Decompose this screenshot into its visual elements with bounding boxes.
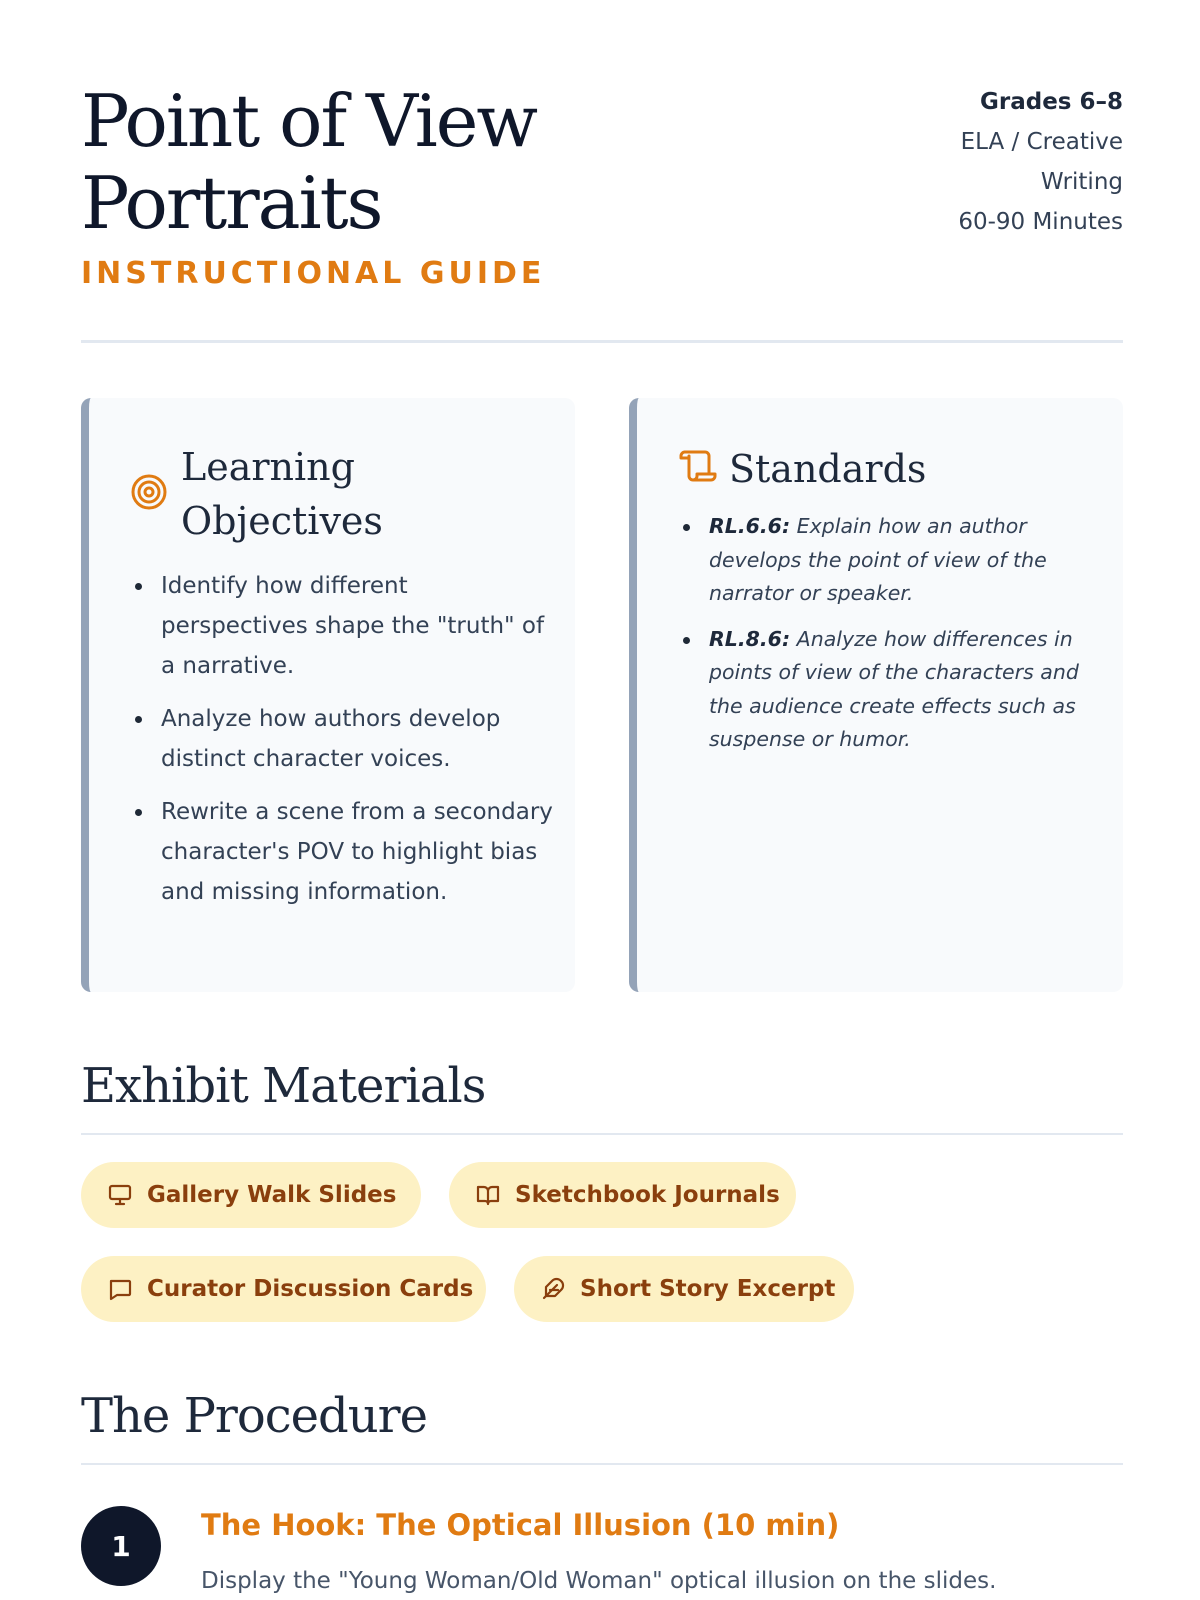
book-open-icon (475, 1182, 501, 1208)
materials-heading: Exhibit Materials (81, 1058, 486, 1114)
header-divider (81, 340, 1123, 343)
learning-objectives-card (81, 398, 575, 992)
title-line-1: Point of View (81, 79, 536, 163)
step-number-badge: 1 (81, 1506, 161, 1586)
material-pill-curator-discussion-cards[interactable] (81, 1256, 486, 1322)
pill-label: Short Story Excerpt (580, 1276, 836, 1302)
material-pill-sketchbook-journals[interactable] (449, 1162, 796, 1228)
list-item (709, 510, 1099, 611)
duration-label: 60-90 Minutes (958, 209, 1123, 235)
standard-text: Explain how an author develops the point of view of the narrator or speaker. (709, 514, 1047, 605)
grades-label: Grades 6–8 (979, 89, 1123, 115)
material-pill-gallery-walk-slides[interactable] (81, 1162, 421, 1228)
standards-heading: Standards (729, 447, 927, 491)
target-icon (129, 472, 169, 512)
list-item (709, 623, 1099, 757)
standard-text: Analyze how differences in points of view of the characters and the audience create effects such as suspense or humor. (709, 626, 1079, 751)
procedure-heading: The Procedure (81, 1388, 428, 1444)
procedure-divider (81, 1463, 1123, 1465)
list-item: Rewrite a scene from a secondary character's POV to highlight bias and missing information. (161, 792, 561, 912)
subject-label-line-2: Writing (1040, 169, 1123, 195)
pill-label: Gallery Walk Slides (147, 1182, 397, 1208)
standards-card (629, 398, 1123, 992)
standard-code: RL.8.6: (709, 626, 791, 651)
learning-objectives-heading (181, 440, 383, 548)
list-item: Identify how different perspectives shape the "truth" of a narrative. (161, 566, 561, 686)
step-title: The Hook: The Optical Illusion (10 min) (201, 1508, 840, 1542)
material-pill-short-story-excerpt[interactable] (514, 1256, 854, 1322)
page-subtitle: INSTRUCTIONAL GUIDE (81, 256, 546, 291)
standards-list (709, 510, 1099, 769)
standard-code: RL.6.6: (709, 514, 791, 538)
pill-label: Curator Discussion Cards (147, 1276, 474, 1302)
heading-line-1: Learning (181, 445, 355, 489)
list-item: Analyze how authors develop distinct character voices. (161, 699, 561, 779)
subject-label-line-1: ELA / Creative (960, 129, 1123, 155)
heading-line-2: Objectives (181, 499, 383, 543)
pill-label: Sketchbook Journals (515, 1182, 780, 1208)
presentation-icon (107, 1182, 133, 1208)
objectives-list (161, 566, 561, 925)
message-square-icon (107, 1276, 133, 1302)
feather-icon (540, 1276, 566, 1302)
scroll-icon (677, 446, 717, 486)
title-line-2: Portraits (81, 161, 382, 245)
step-description: Display the "Young Woman/Old Woman" optical illusion on the slides. (201, 1568, 997, 1594)
instructional-guide-page (81, 0, 1123, 1600)
page-title (81, 80, 536, 244)
materials-divider (81, 1133, 1123, 1135)
lesson-meta (893, 82, 1123, 242)
guide-header (81, 0, 1123, 345)
